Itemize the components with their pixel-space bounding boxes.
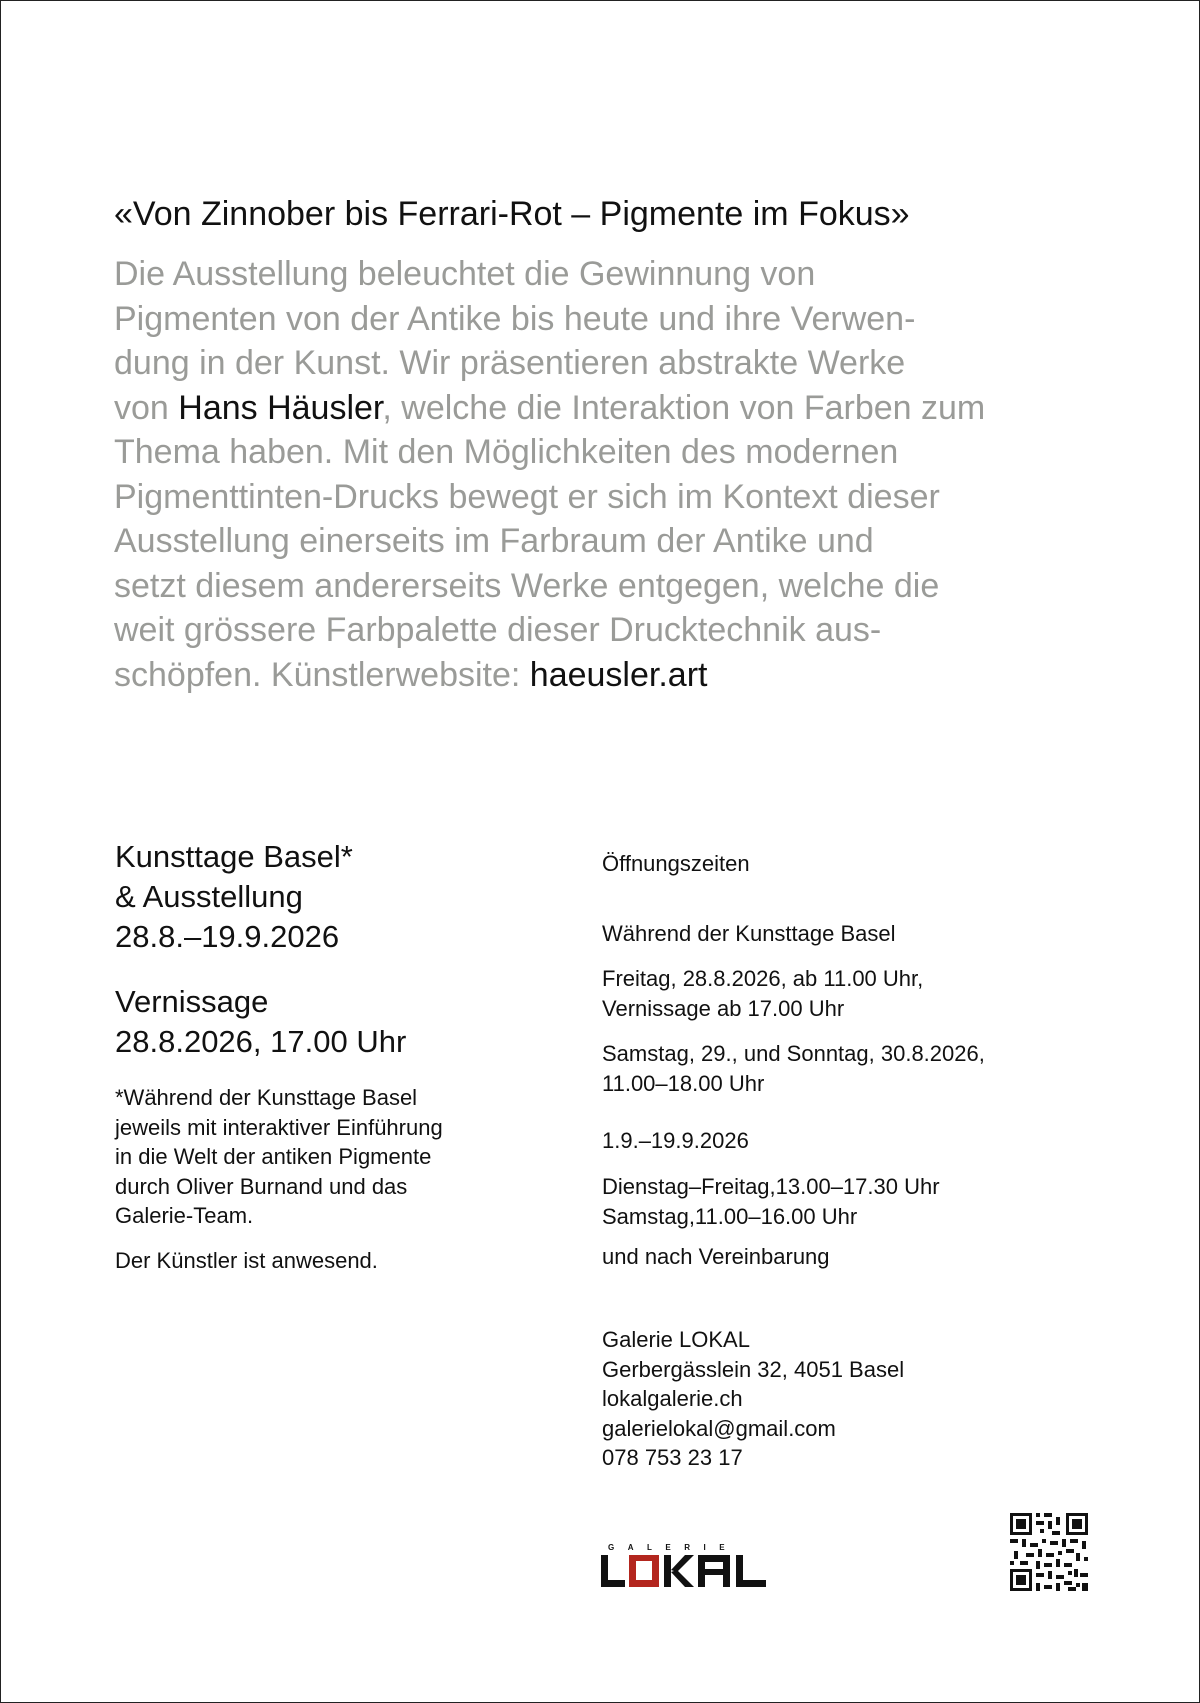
kunsttage-heading: Während der Kunsttage Basel xyxy=(602,921,896,946)
artist-website-link[interactable]: haeusler.art xyxy=(529,655,708,694)
intro-line: Pigmenten von der Antike bis heute und ihre Verwen- xyxy=(114,299,916,338)
contact-block xyxy=(602,1325,1162,1473)
vernissage-date: 28.8.2026, 17.00 Uhr xyxy=(115,1024,407,1059)
gallery-phone: 078 753 23 17 xyxy=(602,1445,743,1470)
footnote-line: in die Welt der antiken Pigmente xyxy=(115,1144,432,1169)
intro-line: Ausstellung einerseits im Farbraum der Antike und xyxy=(114,522,874,560)
logo-wordmark xyxy=(601,1555,766,1587)
weekend-line: Samstag, 29., und Sonntag, 30.8.2026, xyxy=(602,1041,985,1066)
footnote-line: jeweils mit interaktiver Einführung xyxy=(115,1114,443,1140)
friday-line: Vernissage ab 17.00 Uhr xyxy=(602,995,845,1021)
intro-fragment: , welche die Interaktion von Farben zum xyxy=(382,388,986,427)
weekday-hours: Dienstag–Freitag,13.00–17.30 Uhr xyxy=(602,1174,940,1199)
event-dates: 28.8.–19.9.2026 xyxy=(115,919,340,954)
artist-present-note: Der Künstler ist anwesend. xyxy=(115,1247,378,1273)
intro-fragment: von xyxy=(114,388,179,427)
weekend-line: 11.00–18.00 Uhr xyxy=(602,1070,765,1096)
qr-code-icon[interactable] xyxy=(1010,1513,1088,1591)
intro-line: dung in der Kunst. Wir präsentieren abstrakte Werke xyxy=(114,344,906,382)
footnote-line: Galerie-Team. xyxy=(115,1203,254,1228)
gallery-address: Gerbergässlein 32, 4051 Basel xyxy=(602,1356,905,1382)
exhibition-title: «Von Zinnober bis Ferrari-Rot – Pigmente im Fokus» xyxy=(114,195,910,233)
event-subtitle: & Ausstellung xyxy=(115,879,303,914)
intro-line: setzt diesem andererseits Werke entgegen, welche die xyxy=(114,566,940,605)
intro-text xyxy=(114,252,1104,697)
footnote-line: durch Oliver Burnand und das xyxy=(115,1173,408,1199)
intro-line xyxy=(114,386,1104,431)
period-dates: 1.9.–19.9.2026 xyxy=(602,1128,749,1153)
intro-line: Die Ausstellung beleuchtet die Gewinnung von xyxy=(114,255,816,293)
intro-line xyxy=(114,653,1104,698)
appointment-text: und nach Vereinbarung xyxy=(602,1244,830,1269)
gallery-name: Galerie LOKAL xyxy=(602,1327,750,1352)
event-name: Kunsttage Basel* xyxy=(115,839,353,874)
gallery-email-link[interactable]: galerielokal@gmail.com xyxy=(602,1415,836,1441)
hours-heading-text: Öffnungszeiten xyxy=(602,851,750,876)
intro-fragment: schöpfen. Künstlerwebsite: xyxy=(114,655,530,694)
artist-name: Hans Häusler xyxy=(178,388,383,427)
event-info xyxy=(115,837,535,1275)
period-hours xyxy=(602,1126,1162,1156)
intro-line: Pigmenttinten-Drucks bewegt er sich im Kontext dieser xyxy=(114,477,940,516)
regular-hours xyxy=(602,1172,1162,1231)
kunsttage-hours xyxy=(602,919,1162,949)
weekend-hours xyxy=(602,1039,1162,1098)
friday-hours xyxy=(602,964,1162,1023)
hours-heading xyxy=(602,849,1162,879)
appointment-note xyxy=(602,1242,1162,1272)
friday-line: Freitag, 28.8.2026, ab 11.00 Uhr, xyxy=(602,966,924,991)
gallery-website-link[interactable]: lokalgalerie.ch xyxy=(602,1386,743,1411)
galerie-lokal-logo xyxy=(600,1541,790,1591)
saturday-hours: Samstag,11.00–16.00 Uhr xyxy=(602,1203,858,1229)
vernissage-label: Vernissage xyxy=(115,984,269,1019)
logo-small-text: GALERIE xyxy=(608,1543,739,1552)
intro-line: weit grössere Farbpalette dieser Drucktechnik aus- xyxy=(114,611,882,649)
intro-line: Thema haben. Mit den Möglichkeiten des modernen xyxy=(114,433,899,471)
footnote-line: *Während der Kunsttage Basel xyxy=(115,1085,418,1110)
